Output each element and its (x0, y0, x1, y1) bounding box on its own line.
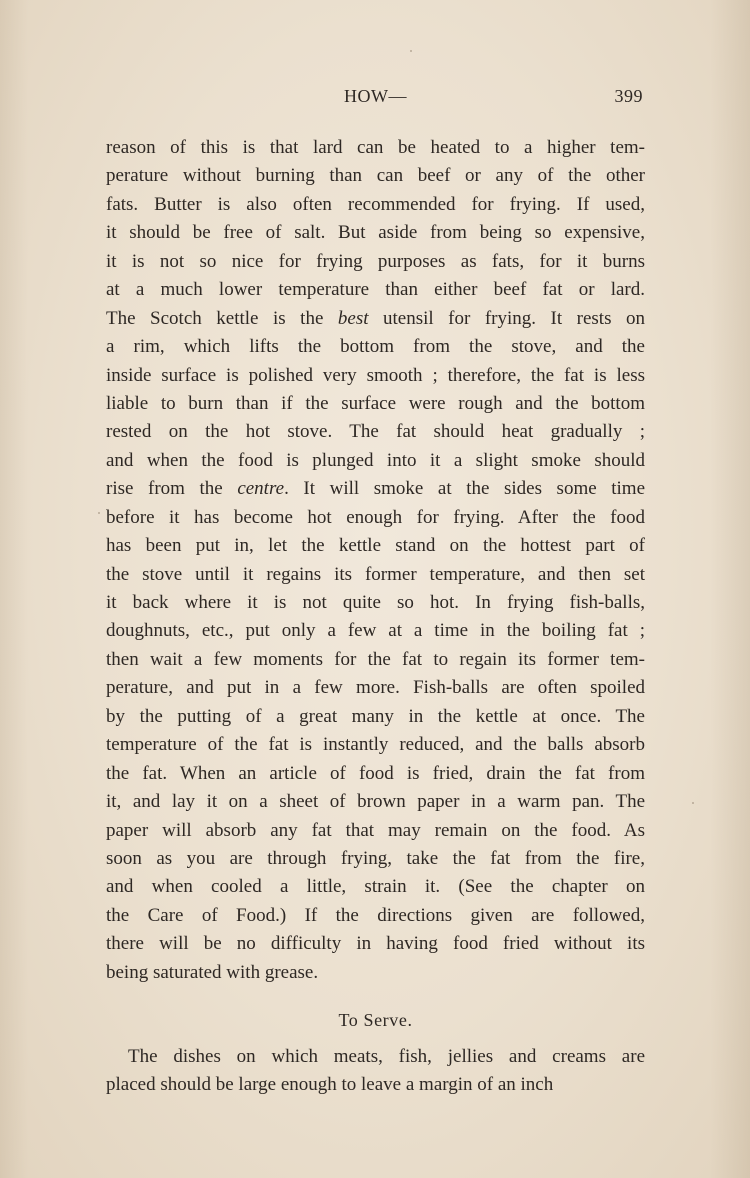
text-line: the stove until it regains its former temperature, and then set (106, 563, 645, 585)
text-line: being saturated with grease. (106, 961, 319, 983)
text-line: The Scotch kettle is the best utensil for frying. It rests on (106, 307, 645, 329)
text-line: placed should be large enough to leave a margin of an inch (106, 1074, 554, 1096)
text-line: the Care of Food.) If the directions given are followed, (106, 904, 645, 926)
text-line: temperature of the fat is instantly reduced, and the balls absorb (106, 734, 645, 756)
text-line: the fat. When an article of food is fried, drain the fat from (106, 762, 645, 784)
text-line: there will be no difficulty in having food fried without its (106, 933, 645, 955)
text-line: at a much lower temperature than either beef fat or lard. (106, 279, 645, 301)
text-line: and when the food is plunged into it a slight smoke should (106, 449, 645, 471)
text-line: rested on the hot stove. The fat should heat gradually ; (106, 421, 645, 443)
text-line: rise from the centre. It will smoke at the sides some time (106, 478, 646, 500)
paper-speck (692, 802, 694, 804)
text-line: perature, and put in a few more. Fish-balls are often spoiled (106, 677, 645, 699)
paper-speck (410, 50, 412, 52)
text-line: and when cooled a little, strain it. (See the chapter on (106, 876, 645, 898)
page-number: 399 (614, 86, 643, 106)
text-line: then wait a few moments for the fat to regain its former tem- (106, 648, 645, 670)
text-line: liable to burn than if the surface were rough and the bottom (106, 392, 645, 414)
text-line: it should be free of salt. But aside from being so expensive, (106, 222, 645, 244)
page-gutter-shadow (0, 0, 28, 1178)
text-line: a rim, which lifts the bottom from the stove, and the (106, 336, 645, 358)
text-line: doughnuts, etc., put only a few at a time in the boiling fat ; (106, 620, 645, 642)
text-line: before it has become hot enough for frying. After the food (106, 506, 645, 528)
page-edge-shadow (710, 0, 750, 1178)
text-line: by the putting of a great many in the kettle at once. The (106, 705, 645, 727)
text-line: it back where it is not quite so hot. In frying fish-balls, (106, 592, 645, 613)
section-heading: To Serve. (338, 1010, 413, 1030)
text-line: The dishes on which meats, fish, jellies and creams are (128, 1046, 645, 1067)
running-head (106, 86, 645, 112)
paragraph-frying (106, 134, 645, 987)
text-line: it is not so nice for frying purposes as fats, for it burns (106, 250, 645, 272)
paragraph-to-serve (106, 1043, 645, 1100)
text-line: reason of this is that lard can be heated to a higher tem- (106, 137, 645, 158)
text-line: soon as you are through frying, take the fat from the fire, (106, 847, 645, 869)
text-line: fats. Butter is also often recommended for frying. If used, (106, 193, 645, 215)
text-line: has been put in, let the kettle stand on the hottest part of (106, 535, 645, 557)
text-line: inside surface is polished very smooth ; therefore, the fat is less (106, 364, 645, 386)
text-line: it, and lay it on a sheet of brown paper in a warm pan. The (106, 791, 645, 813)
running-head-title: HOW— (344, 86, 407, 106)
text-line: paper will absorb any fat that may remain on the food. As (106, 819, 645, 841)
text-line: perature without burning than can beef or any of the other (106, 165, 645, 187)
paper-speck (98, 512, 100, 514)
